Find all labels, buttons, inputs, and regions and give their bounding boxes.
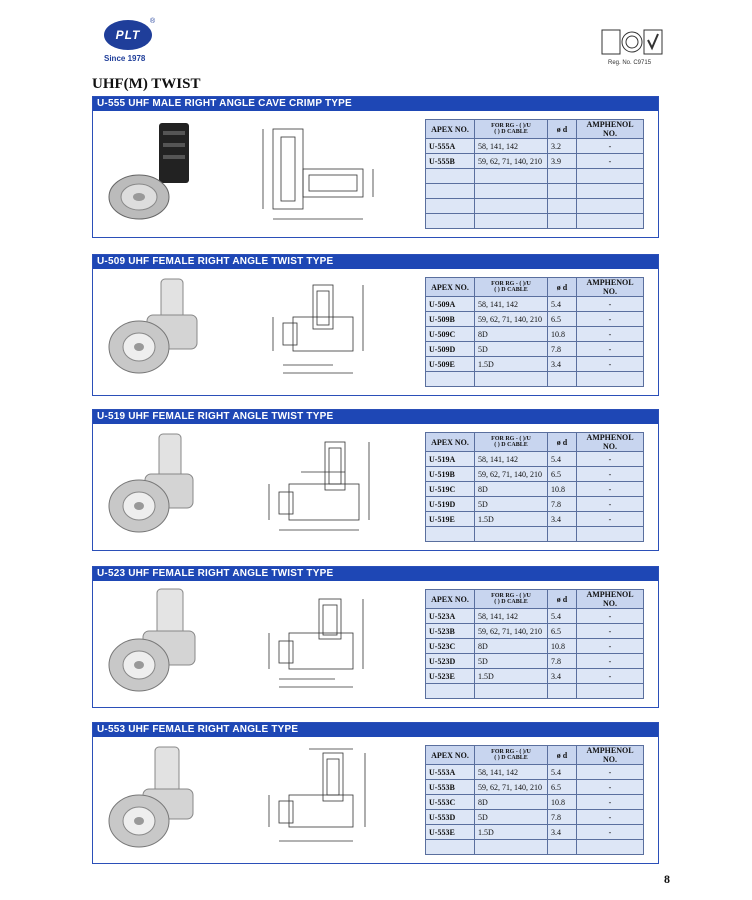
col-cable xyxy=(475,590,548,609)
table-header-row xyxy=(426,433,644,452)
connector-photo xyxy=(99,275,219,385)
section-title: U-553 UHF FEMALE RIGHT ANGLE TYPE xyxy=(93,723,658,737)
table-row xyxy=(426,357,644,372)
col-cable-line2: ( ) D CABLE xyxy=(494,287,528,293)
od-cell: 5.4 xyxy=(548,765,577,780)
product-section xyxy=(92,566,659,708)
od-cell: 6.5 xyxy=(548,780,577,795)
od-cell: 6.5 xyxy=(548,467,577,482)
amphenol-cell: - xyxy=(577,795,644,810)
cable-cell: 58, 141, 142 xyxy=(475,452,548,467)
col-cable-line1: FOR RG - ( )/U xyxy=(491,593,531,599)
table-row xyxy=(426,312,644,327)
amphenol-cell: - xyxy=(577,467,644,482)
apex-cell: U-509E xyxy=(426,357,475,372)
table-row xyxy=(426,214,644,229)
od-cell: 10.8 xyxy=(548,639,577,654)
amphenol-cell: - xyxy=(577,780,644,795)
apex-cell: U-553C xyxy=(426,795,475,810)
apex-cell xyxy=(426,840,475,855)
table-row xyxy=(426,765,644,780)
table-row xyxy=(426,497,644,512)
col-amphenol: AMPHENOL NO. xyxy=(577,433,644,452)
col-cable xyxy=(475,278,548,297)
apex-cell xyxy=(426,527,475,542)
apex-cell: U-553A xyxy=(426,765,475,780)
od-cell: 7.8 xyxy=(548,810,577,825)
col-od: ø d xyxy=(548,433,577,452)
connector-photo xyxy=(99,587,219,697)
od-cell: 3.2 xyxy=(548,139,577,154)
amphenol-cell: - xyxy=(577,810,644,825)
cable-cell xyxy=(475,214,548,229)
table-row xyxy=(426,810,644,825)
table-header-row xyxy=(426,590,644,609)
spec-table xyxy=(425,277,644,387)
plt-logo-oval: PLT xyxy=(104,20,152,50)
cable-cell: 8D xyxy=(475,482,548,497)
table-row xyxy=(426,327,644,342)
od-cell: 3.4 xyxy=(548,825,577,840)
cable-cell: 58, 141, 142 xyxy=(475,297,548,312)
technical-drawing xyxy=(253,277,403,385)
amphenol-cell xyxy=(577,169,644,184)
od-cell xyxy=(548,840,577,855)
od-cell: 6.5 xyxy=(548,312,577,327)
cable-cell: 8D xyxy=(475,795,548,810)
od-cell xyxy=(548,184,577,199)
col-apex: APEX NO. xyxy=(426,746,475,765)
amphenol-cell: - xyxy=(577,497,644,512)
col-apex: APEX NO. xyxy=(426,590,475,609)
amphenol-cell: - xyxy=(577,312,644,327)
od-cell: 10.8 xyxy=(548,327,577,342)
cable-cell: 59, 62, 71, 140, 210 xyxy=(475,312,548,327)
amphenol-cell: - xyxy=(577,482,644,497)
product-section xyxy=(92,254,659,396)
col-od: ø d xyxy=(548,120,577,139)
apex-cell: U-555A xyxy=(426,139,475,154)
cable-cell xyxy=(475,684,548,699)
od-cell: 6.5 xyxy=(548,624,577,639)
apex-cell: U-523C xyxy=(426,639,475,654)
connector-photo xyxy=(99,117,219,227)
apex-cell xyxy=(426,169,475,184)
apex-cell: U-509A xyxy=(426,297,475,312)
amphenol-cell: - xyxy=(577,452,644,467)
apex-cell: U-509C xyxy=(426,327,475,342)
table-row xyxy=(426,639,644,654)
cable-cell xyxy=(475,840,548,855)
apex-cell: U-523D xyxy=(426,654,475,669)
table-row xyxy=(426,840,644,855)
amphenol-cell: - xyxy=(577,654,644,669)
spec-table xyxy=(425,589,644,699)
apex-cell xyxy=(426,214,475,229)
amphenol-cell xyxy=(577,840,644,855)
certificate-reg-no: Reg. No. C9715 xyxy=(608,60,652,66)
table-row xyxy=(426,154,644,169)
cable-cell: 1.5D xyxy=(475,357,548,372)
od-cell xyxy=(548,169,577,184)
cable-cell: 8D xyxy=(475,639,548,654)
page-number: 8 xyxy=(664,872,670,886)
amphenol-cell: - xyxy=(577,357,644,372)
section-title: U-519 UHF FEMALE RIGHT ANGLE TWIST TYPE xyxy=(93,410,658,424)
od-cell: 3.9 xyxy=(548,154,577,169)
cable-cell: 1.5D xyxy=(475,512,548,527)
col-cable-line1: FOR RG - ( )/U xyxy=(491,436,531,442)
col-cable xyxy=(475,120,548,139)
table-row xyxy=(426,139,644,154)
amphenol-cell: - xyxy=(577,154,644,169)
section-title: U-523 UHF FEMALE RIGHT ANGLE TWIST TYPE xyxy=(93,567,658,581)
col-apex: APEX NO. xyxy=(426,120,475,139)
amphenol-cell: - xyxy=(577,297,644,312)
apex-cell: U-553D xyxy=(426,810,475,825)
table-row xyxy=(426,624,644,639)
od-cell xyxy=(548,527,577,542)
od-cell xyxy=(548,214,577,229)
cable-cell: 59, 62, 71, 140, 210 xyxy=(475,467,548,482)
table-row xyxy=(426,609,644,624)
table-row xyxy=(426,669,644,684)
table-row xyxy=(426,512,644,527)
product-section xyxy=(92,96,659,238)
table-row xyxy=(426,527,644,542)
cable-cell: 5D xyxy=(475,342,548,357)
table-row xyxy=(426,780,644,795)
od-cell xyxy=(548,684,577,699)
cable-cell xyxy=(475,527,548,542)
col-od: ø d xyxy=(548,278,577,297)
amphenol-cell: - xyxy=(577,327,644,342)
logo-tagline: Since 1978 xyxy=(104,54,146,63)
od-cell: 7.8 xyxy=(548,342,577,357)
apex-cell: U-519D xyxy=(426,497,475,512)
amphenol-cell: - xyxy=(577,639,644,654)
page-heading: UHF(M) TWIST xyxy=(92,76,201,92)
col-cable-line1: FOR RG - ( )/U xyxy=(491,281,531,287)
table-row xyxy=(426,297,644,312)
cable-cell: 1.5D xyxy=(475,825,548,840)
amphenol-cell xyxy=(577,199,644,214)
table-row xyxy=(426,684,644,699)
apex-cell xyxy=(426,684,475,699)
amphenol-cell xyxy=(577,214,644,229)
od-cell: 7.8 xyxy=(548,654,577,669)
apex-cell: U-519C xyxy=(426,482,475,497)
apex-cell: U-519A xyxy=(426,452,475,467)
col-cable-line2: ( ) D CABLE xyxy=(494,442,528,448)
technical-drawing xyxy=(253,589,403,697)
table-row xyxy=(426,184,644,199)
amphenol-cell: - xyxy=(577,342,644,357)
apex-cell: U-553E xyxy=(426,825,475,840)
cable-cell: 5D xyxy=(475,497,548,512)
col-amphenol: AMPHENOL NO. xyxy=(577,590,644,609)
table-header-row xyxy=(426,278,644,297)
col-apex: APEX NO. xyxy=(426,278,475,297)
amphenol-cell: - xyxy=(577,825,644,840)
apex-cell: U-553B xyxy=(426,780,475,795)
spec-table xyxy=(425,432,644,542)
table-row xyxy=(426,452,644,467)
cable-cell: 5D xyxy=(475,810,548,825)
product-section xyxy=(92,722,659,864)
amphenol-cell: - xyxy=(577,765,644,780)
amphenol-cell: - xyxy=(577,512,644,527)
cable-cell xyxy=(475,184,548,199)
table-row xyxy=(426,372,644,387)
amphenol-cell xyxy=(577,372,644,387)
col-amphenol: AMPHENOL NO. xyxy=(577,120,644,139)
technical-drawing xyxy=(253,119,403,227)
table-row xyxy=(426,795,644,810)
spec-table xyxy=(425,119,644,229)
table-row xyxy=(426,199,644,214)
apex-cell: U-523E xyxy=(426,669,475,684)
registered-mark-icon: ® xyxy=(150,18,156,25)
connector-photo xyxy=(99,430,219,540)
apex-cell: U-509B xyxy=(426,312,475,327)
iso-certification-icon xyxy=(600,28,664,58)
od-cell xyxy=(548,199,577,214)
apex-cell xyxy=(426,372,475,387)
cable-cell xyxy=(475,372,548,387)
col-cable-line1: FOR RG - ( )/U xyxy=(491,749,531,755)
amphenol-cell: - xyxy=(577,624,644,639)
od-cell: 10.8 xyxy=(548,795,577,810)
od-cell: 5.4 xyxy=(548,452,577,467)
od-cell: 7.8 xyxy=(548,497,577,512)
col-apex: APEX NO. xyxy=(426,433,475,452)
company-logo xyxy=(104,20,154,72)
cable-cell: 58, 141, 142 xyxy=(475,609,548,624)
od-cell: 3.4 xyxy=(548,669,577,684)
apex-cell xyxy=(426,199,475,214)
cable-cell: 59, 62, 71, 140, 210 xyxy=(475,154,548,169)
cable-cell: 58, 141, 142 xyxy=(475,765,548,780)
col-cable xyxy=(475,433,548,452)
apex-cell: U-523B xyxy=(426,624,475,639)
amphenol-cell xyxy=(577,527,644,542)
cable-cell: 59, 62, 71, 140, 210 xyxy=(475,624,548,639)
apex-cell: U-555B xyxy=(426,154,475,169)
amphenol-cell: - xyxy=(577,609,644,624)
certification-badges xyxy=(600,28,670,68)
col-cable-line1: FOR RG - ( )/U xyxy=(491,123,531,129)
section-title: U-509 UHF FEMALE RIGHT ANGLE TWIST TYPE xyxy=(93,255,658,269)
table-row xyxy=(426,654,644,669)
cable-cell: 59, 62, 71, 140, 210 xyxy=(475,780,548,795)
col-cable-line2: ( ) D CABLE xyxy=(494,129,528,135)
col-cable-line2: ( ) D CABLE xyxy=(494,599,528,605)
col-od: ø d xyxy=(548,590,577,609)
table-row xyxy=(426,169,644,184)
connector-photo xyxy=(99,743,219,853)
col-od: ø d xyxy=(548,746,577,765)
cable-cell: 1.5D xyxy=(475,669,548,684)
table-row xyxy=(426,825,644,840)
amphenol-cell: - xyxy=(577,669,644,684)
apex-cell: U-519E xyxy=(426,512,475,527)
col-amphenol: AMPHENOL NO. xyxy=(577,278,644,297)
od-cell: 5.4 xyxy=(548,609,577,624)
od-cell: 5.4 xyxy=(548,297,577,312)
amphenol-cell xyxy=(577,184,644,199)
cable-cell xyxy=(475,199,548,214)
section-title: U-555 UHF MALE RIGHT ANGLE CAVE CRIMP TYPE xyxy=(93,97,658,111)
amphenol-cell xyxy=(577,684,644,699)
apex-cell xyxy=(426,184,475,199)
cable-cell: 8D xyxy=(475,327,548,342)
amphenol-cell: - xyxy=(577,139,644,154)
table-row xyxy=(426,342,644,357)
cable-cell xyxy=(475,169,548,184)
col-amphenol: AMPHENOL NO. xyxy=(577,746,644,765)
technical-drawing xyxy=(253,432,403,540)
table-header-row xyxy=(426,120,644,139)
col-cable xyxy=(475,746,548,765)
product-section xyxy=(92,409,659,551)
table-header-row xyxy=(426,746,644,765)
cable-cell: 5D xyxy=(475,654,548,669)
od-cell: 10.8 xyxy=(548,482,577,497)
cable-cell: 58, 141, 142 xyxy=(475,139,548,154)
table-row xyxy=(426,482,644,497)
table-row xyxy=(426,467,644,482)
od-cell xyxy=(548,372,577,387)
od-cell: 3.4 xyxy=(548,357,577,372)
spec-table xyxy=(425,745,644,855)
apex-cell: U-523A xyxy=(426,609,475,624)
technical-drawing xyxy=(253,745,403,853)
col-cable-line2: ( ) D CABLE xyxy=(494,755,528,761)
apex-cell: U-509D xyxy=(426,342,475,357)
apex-cell: U-519B xyxy=(426,467,475,482)
od-cell: 3.4 xyxy=(548,512,577,527)
